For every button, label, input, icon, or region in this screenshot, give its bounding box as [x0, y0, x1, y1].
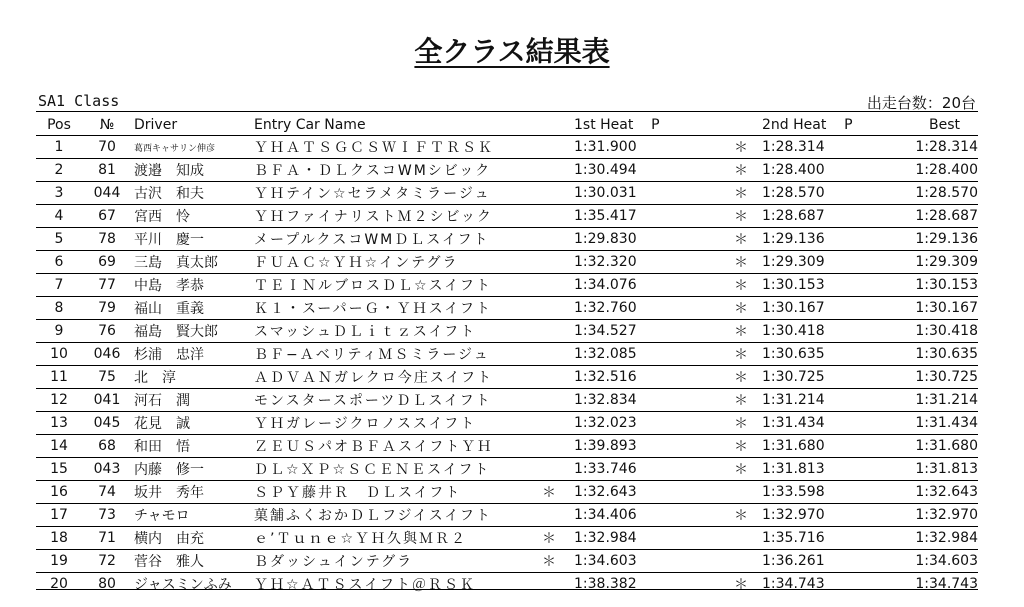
cell-car: ＳＰＹ藤井Ｒ ＤＬスイフト: [246, 481, 534, 504]
cell-no: 71: [82, 527, 132, 550]
cell-best: 1:30.635: [872, 343, 978, 366]
cell-pos: 4: [36, 205, 82, 228]
cell-best: 1:30.153: [872, 274, 978, 297]
cell-pos: 1: [36, 136, 82, 159]
cell-driver: 内藤 修一: [132, 458, 246, 481]
cell-heat1: 1:34.406: [564, 504, 684, 527]
cell-no: 043: [82, 458, 132, 481]
cell-heat1: 1:32.984: [564, 527, 684, 550]
cell-no: 76: [82, 320, 132, 343]
cell-best: 1:28.400: [872, 159, 978, 182]
cell-heat1: 1:32.320: [564, 251, 684, 274]
cell-no: 68: [82, 435, 132, 458]
cell-pos: 7: [36, 274, 82, 297]
cell-m2: ＊: [684, 343, 758, 366]
cell-heat2: 1:28.570: [758, 182, 872, 205]
cell-heat1: 1:34.603: [564, 550, 684, 573]
cell-car: ｅ’Ｔｕｎｅ☆ＹＨ久與ＭＲ２: [246, 527, 534, 550]
cell-pos: 2: [36, 159, 82, 182]
cell-best: 1:32.984: [872, 527, 978, 550]
cell-car: ＢＦＡ・ＤＬクスコWMシビック: [246, 159, 534, 182]
table-bottom-rule: [36, 589, 978, 590]
cell-m2: ＊: [684, 297, 758, 320]
cell-best: 1:30.418: [872, 320, 978, 343]
cell-m1: [534, 504, 564, 527]
cell-pos: 20: [50, 576, 68, 592]
cell-heat1: 1:30.494: [564, 159, 684, 182]
cell-best: 1:31.214: [872, 389, 978, 412]
cell-heat2: 1:28.314: [758, 136, 872, 159]
header-spacer-2: [684, 114, 758, 136]
cell-pos: 17: [36, 504, 82, 527]
cell-heat1: 1:29.830: [564, 228, 684, 251]
cell-m1: [534, 251, 564, 274]
cell-heat1: 1:38.382: [574, 576, 637, 592]
cell-m2: ＊: [684, 274, 758, 297]
cell-m1: [534, 136, 564, 159]
table-row: [36, 389, 978, 412]
cell-best: 1:29.136: [872, 228, 978, 251]
cell-m1: [534, 320, 564, 343]
cell-m1: [534, 458, 564, 481]
cell-heat2: 1:30.635: [758, 343, 872, 366]
cell-heat2: 1:34.743: [762, 576, 825, 592]
cell-driver: 平川 慶一: [132, 228, 246, 251]
table-row: [36, 366, 978, 389]
cell-car: モンスタースポーツＤＬスイフト: [246, 389, 534, 412]
cell-m1: [534, 182, 564, 205]
cell-driver: チャモロ: [132, 504, 246, 527]
table-row: [36, 274, 978, 297]
cell-heat1: 1:32.023: [564, 412, 684, 435]
cell-pos: 11: [36, 366, 82, 389]
cell-best: 1:31.434: [872, 412, 978, 435]
table-row: [36, 435, 978, 458]
cell-m1: [534, 228, 564, 251]
cell-m2: ＊: [684, 366, 758, 389]
cell-driver: 坂井 秀年: [132, 481, 246, 504]
cell-best: 1:32.970: [872, 504, 978, 527]
cell-car: ＹＨ☆ＡＴＳスイフト＠ＲＳＫ: [254, 577, 476, 593]
cell-car: ＹＨファイナリストＭ２シビック: [246, 205, 534, 228]
header-driver: Driver: [132, 114, 246, 136]
cell-m1: [534, 205, 564, 228]
table-row: [36, 136, 978, 159]
cell-m2: [684, 481, 758, 504]
cell-no: 73: [82, 504, 132, 527]
header-heat2-label: 2nd Heat: [762, 116, 827, 133]
cell-m2: ＊: [684, 159, 758, 182]
cell-m2: ＊: [684, 182, 758, 205]
cell-heat2: 1:30.418: [758, 320, 872, 343]
cell-heat1: 1:32.643: [564, 481, 684, 504]
cell-no: 044: [82, 182, 132, 205]
cell-pos: 15: [36, 458, 82, 481]
cell-heat2: 1:30.153: [758, 274, 872, 297]
cell-no: 72: [82, 550, 132, 573]
cell-car: ＡＤＶＡＮガレクロ今庄スイフト: [246, 366, 534, 389]
cell-best: 1:30.167: [872, 297, 978, 320]
cell-no: 78: [82, 228, 132, 251]
table-row: [36, 205, 978, 228]
cell-pos: 8: [36, 297, 82, 320]
cell-driver: 渡邉 知成: [132, 159, 246, 182]
cell-car: ＤＬ☆ＸＰ☆ＳＣＥＮＥスイフト: [246, 458, 534, 481]
cell-heat1: 1:32.516: [564, 366, 684, 389]
cell-m2: ＊: [684, 412, 758, 435]
cell-heat2: 1:33.598: [758, 481, 872, 504]
results-table: [36, 114, 978, 595]
cell-m1: ＊: [534, 550, 564, 573]
cell-pos: 12: [36, 389, 82, 412]
cell-best: 1:28.687: [872, 205, 978, 228]
cell-no: 80: [98, 576, 116, 592]
cell-no: 67: [82, 205, 132, 228]
cell-m2: ＊: [734, 577, 748, 593]
entrants-count: 出走台数：20台: [866, 94, 976, 112]
cell-best: 1:31.680: [872, 435, 978, 458]
cell-driver: 中島 孝恭: [132, 274, 246, 297]
cell-best: 1:34.743: [915, 576, 978, 592]
cell-m1: ＊: [534, 527, 564, 550]
header-spacer-1: [534, 114, 564, 136]
cell-driver: 福島 賢大郎: [132, 320, 246, 343]
table-row: [36, 251, 978, 274]
cell-m1: ＊: [534, 481, 564, 504]
cell-no: 77: [82, 274, 132, 297]
cell-pos: 3: [36, 182, 82, 205]
table-row: [36, 527, 978, 550]
cell-m2: ＊: [684, 435, 758, 458]
table-row: [36, 159, 978, 182]
cell-best: 1:32.643: [872, 481, 978, 504]
cell-m2: ＊: [684, 205, 758, 228]
cell-heat2: 1:31.813: [758, 458, 872, 481]
cell-no: 74: [82, 481, 132, 504]
cell-m2: ＊: [684, 504, 758, 527]
cell-m1: [534, 297, 564, 320]
cell-car: 菓舗ふくおかＤＬフジイスイフト: [246, 504, 534, 527]
cell-heat2: 1:29.136: [758, 228, 872, 251]
cell-heat1: 1:34.527: [564, 320, 684, 343]
cell-pos: 5: [36, 228, 82, 251]
cell-no: 79: [82, 297, 132, 320]
cell-car: ＢＦ−ＡベリティＭＳミラージュ: [246, 343, 534, 366]
cell-heat1: 1:35.417: [564, 205, 684, 228]
cell-heat2: 1:31.214: [758, 389, 872, 412]
cell-car: ＹＨＡＴＳＧＣＳＷＩＦＴＲＳＫ: [246, 136, 534, 159]
cell-car: ＹＨガレージクロノススイフト: [246, 412, 534, 435]
cell-m2: ＊: [684, 458, 758, 481]
header-heat2: [758, 114, 872, 136]
cell-heat1: 1:39.893: [564, 435, 684, 458]
cell-heat1: 1:32.760: [564, 297, 684, 320]
cell-m2: [684, 550, 758, 573]
cell-pos: 16: [36, 481, 82, 504]
cell-pos: 10: [36, 343, 82, 366]
header-car: Entry Car Name: [246, 114, 534, 136]
cell-no: 69: [82, 251, 132, 274]
cell-best: 1:28.314: [872, 136, 978, 159]
class-label: SA1 Class: [38, 92, 120, 110]
cell-m2: ＊: [684, 136, 758, 159]
cell-heat2: 1:32.970: [758, 504, 872, 527]
table-row: [36, 182, 978, 205]
cell-m1: [534, 274, 564, 297]
cell-driver: 杉浦 忠洋: [132, 343, 246, 366]
cell-driver: 葛西キャサリン伸彦: [132, 136, 246, 159]
table-row: [36, 412, 978, 435]
cell-heat2: 1:31.434: [758, 412, 872, 435]
cell-best: 1:34.603: [872, 550, 978, 573]
cell-best: 1:29.309: [872, 251, 978, 274]
cell-car: ＦＵＡＣ☆ＹＨ☆インテグラ: [246, 251, 534, 274]
cell-car: ＺＥＵＳパオＢＦＡスイフトＹＨ: [246, 435, 534, 458]
cell-heat2: 1:29.309: [758, 251, 872, 274]
cell-m1: [534, 412, 564, 435]
cell-driver: 横内 由充: [132, 527, 246, 550]
header-heat1-p: P: [651, 116, 660, 133]
cell-m1: [534, 343, 564, 366]
cell-heat1: 1:34.076: [564, 274, 684, 297]
cell-heat2: 1:35.716: [758, 527, 872, 550]
cell-driver: 福山 重義: [132, 297, 246, 320]
cell-driver: 菅谷 雅人: [132, 550, 246, 573]
cell-m2: ＊: [684, 251, 758, 274]
cell-heat2: 1:30.167: [758, 297, 872, 320]
cell-pos: 6: [36, 251, 82, 274]
cell-car: Ｋ１・スーパーＧ・ＹＨスイフト: [246, 297, 534, 320]
cell-pos: 14: [36, 435, 82, 458]
table-row: [36, 481, 978, 504]
cell-m2: ＊: [684, 389, 758, 412]
cell-pos: 9: [36, 320, 82, 343]
cell-best: 1:30.725: [872, 366, 978, 389]
table-row: [36, 573, 978, 596]
cell-no: 046: [82, 343, 132, 366]
cell-pos: 13: [36, 412, 82, 435]
cell-no: 70: [82, 136, 132, 159]
cell-heat2: 1:28.400: [758, 159, 872, 182]
cell-no: 75: [82, 366, 132, 389]
cell-heat2: 1:30.725: [758, 366, 872, 389]
cell-driver: 北 淳: [132, 366, 246, 389]
cell-driver: ジャスミンふみ: [134, 577, 232, 593]
cell-driver: 花見 誠: [132, 412, 246, 435]
table-row: [36, 343, 978, 366]
cell-heat2: 1:28.687: [758, 205, 872, 228]
cell-m2: ＊: [684, 228, 758, 251]
cell-pos: 19: [36, 550, 82, 573]
cell-car: Ｂダッシュインテグラ: [246, 550, 534, 573]
table-row: [36, 504, 978, 527]
cell-m1: [534, 389, 564, 412]
cell-driver: 古沢 和夫: [132, 182, 246, 205]
cell-heat1: 1:30.031: [564, 182, 684, 205]
table-row: [36, 320, 978, 343]
cell-m1: [534, 366, 564, 389]
cell-m2: [684, 527, 758, 550]
header-row: [36, 114, 978, 136]
cell-driver: 和田 悟: [132, 435, 246, 458]
cell-driver: 河石 潤: [132, 389, 246, 412]
cell-pos: 18: [36, 527, 82, 550]
table-row: [36, 297, 978, 320]
table-top-rule: [36, 111, 978, 112]
cell-driver: 三島 真太郎: [132, 251, 246, 274]
cell-m1: [534, 573, 564, 596]
cell-m2: ＊: [684, 320, 758, 343]
cell-car: ＹＨテイン☆セラメタミラージュ: [246, 182, 534, 205]
header-heat1: [564, 114, 684, 136]
cell-no: 045: [82, 412, 132, 435]
cell-heat2: 1:31.680: [758, 435, 872, 458]
cell-heat1: 1:32.834: [564, 389, 684, 412]
table-row: [36, 458, 978, 481]
cell-heat1: 1:31.900: [564, 136, 684, 159]
header-pos: Pos: [36, 114, 82, 136]
cell-car: ＴＥＩＮルブロスＤＬ☆スイフト: [246, 274, 534, 297]
cell-m1: [534, 435, 564, 458]
cell-no: 81: [82, 159, 132, 182]
header-no: №: [82, 114, 132, 136]
results-body: [36, 136, 978, 596]
cell-best: 1:31.813: [872, 458, 978, 481]
cell-heat1: 1:32.085: [564, 343, 684, 366]
cell-m1: [534, 159, 564, 182]
page-title-text: 全クラス結果表: [414, 35, 610, 68]
header-heat1-label: 1st Heat: [574, 116, 634, 133]
cell-no: 041: [82, 389, 132, 412]
cell-driver: 宮西 怜: [132, 205, 246, 228]
page-title: [0, 30, 1024, 70]
cell-heat1: 1:33.746: [564, 458, 684, 481]
cell-car: スマッシュＤＬｉｔｚスイフト: [246, 320, 534, 343]
header-best: Best: [872, 114, 978, 136]
table-row: [36, 228, 978, 251]
table-row: [36, 550, 978, 573]
cell-car: メープルクスコWMＤＬスイフト: [246, 228, 534, 251]
cell-best: 1:28.570: [872, 182, 978, 205]
header-heat2-p: P: [844, 116, 853, 133]
cell-heat2: 1:36.261: [758, 550, 872, 573]
